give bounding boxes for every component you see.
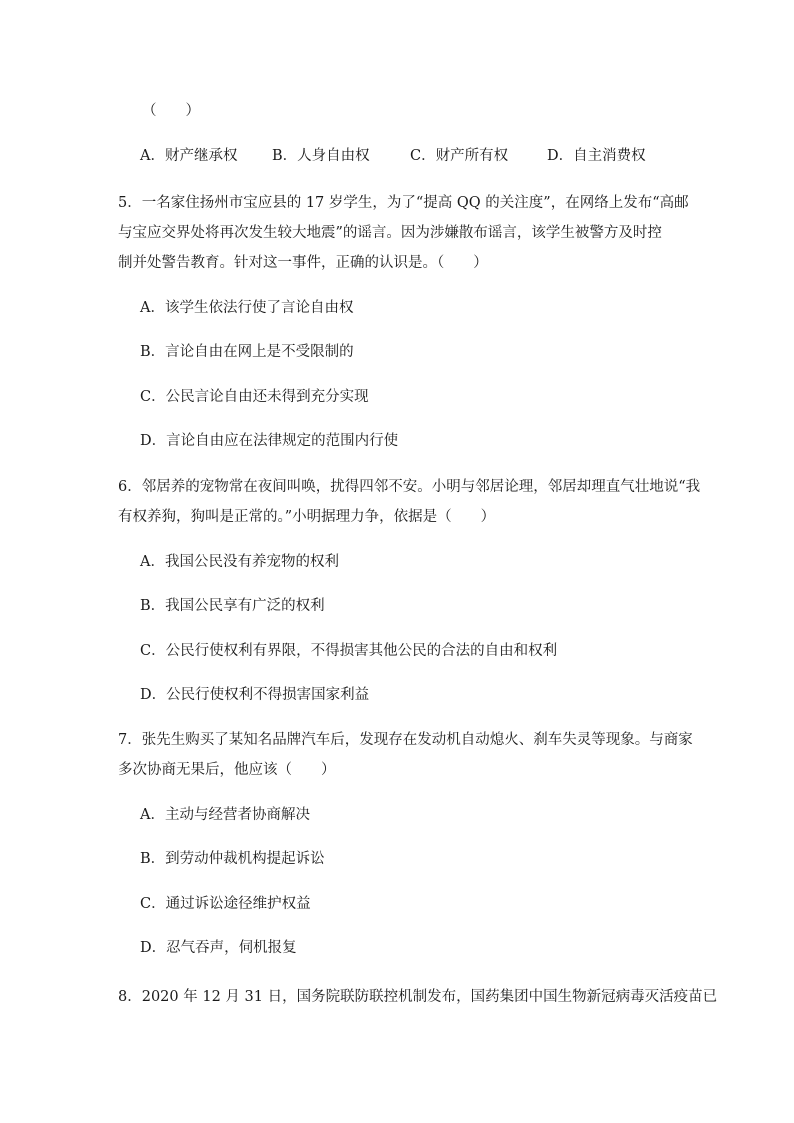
q4-paren: （ ）: [142, 103, 200, 119]
q7-option-a[interactable]: A．主动与经营者协商解决: [140, 807, 310, 823]
q6-stem-line-2: 有权养狗，狗叫是正常的。”小明据理力争，依据是（ ）: [118, 509, 496, 525]
q7-option-d[interactable]: D．忍气吞声，伺机报复: [140, 940, 297, 956]
q8-stem-line-1: 8．2020 年 12 月 31 日，国务院联防联控机制发布，国药集团中国生物新冠病毒灭活疫苗已: [118, 989, 718, 1005]
q7-stem-line-2: 多次协商无果后，他应该（ ）: [118, 762, 336, 778]
q5-stem-line-1: 5．一名家住扬州市宝应县的 17 岁学生，为了“提高 QQ 的关注度”，在网络上发布“高邮: [118, 195, 689, 211]
q5-option-d[interactable]: D．言论自由应在法律规定的范围内行使: [140, 433, 399, 449]
q6-option-d[interactable]: D．公民行使权利不得损害国家利益: [140, 687, 370, 703]
q7-option-c[interactable]: C．通过诉讼途径维护权益: [140, 896, 311, 912]
q5-option-a[interactable]: A．该学生依法行使了言论自由权: [140, 300, 354, 316]
q6-stem-line-1: 6．邻居养的宠物常在夜间叫唤，扰得四邻不安。小明与邻居论理，邻居却理直气壮地说“我: [118, 479, 701, 495]
q6-option-c[interactable]: C．公民行使权利有界限，不得损害其他公民的合法的自由和权利: [140, 643, 558, 659]
q6-option-a[interactable]: A．我国公民没有养宠物的权利: [140, 554, 339, 570]
q5-stem-line-3: 制并处警告教育。针对这一事件，正确的认识是。（ ）: [118, 255, 488, 271]
q4-option-a[interactable]: A．财产继承权: [140, 148, 238, 164]
q4-option-d[interactable]: D．自主消费权: [547, 148, 646, 164]
q7-option-b[interactable]: B．到劳动仲裁机构提起诉讼: [140, 851, 325, 867]
q5-option-c[interactable]: C．公民言论自由还未得到充分实现: [140, 389, 369, 405]
q4-option-c[interactable]: C．财产所有权: [410, 148, 509, 164]
q4-option-b[interactable]: B．人身自由权: [272, 148, 370, 164]
q6-option-b[interactable]: B．我国公民享有广泛的权利: [140, 598, 325, 614]
q5-option-b[interactable]: B．言论自由在网上是不受限制的: [140, 344, 354, 360]
q7-stem-line-1: 7．张先生购买了某知名品牌汽车后，发现存在发动机自动熄火、刹车失灵等现象。与商家: [118, 732, 693, 748]
q5-stem-line-2: 与宝应交界处将再次发生较大地震”的谣言。因为涉嫌散布谣言，该学生被警方及时控: [118, 225, 662, 241]
